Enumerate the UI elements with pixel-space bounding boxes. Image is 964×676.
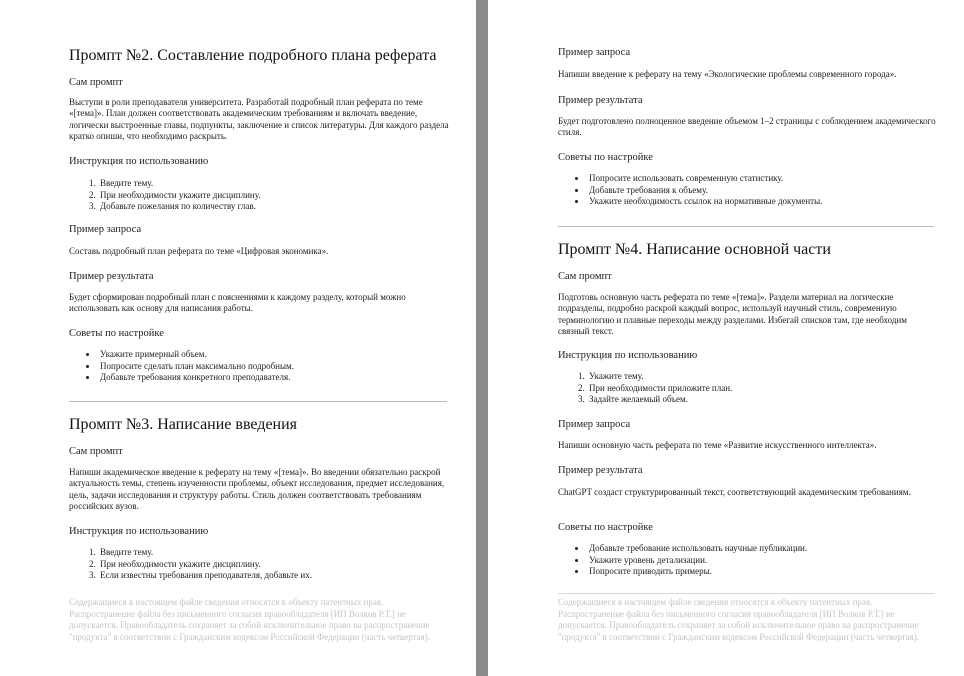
list-item: 3. Если известны требования преподавателя, добавьте их.: [98, 570, 449, 582]
list-item: 1. Укажите тему.: [587, 371, 938, 383]
prompt-heading: Сам промпт: [69, 446, 123, 457]
result-text: Будет сформирован подробный план с пояснениями к каждому разделу, который можно использовать как основу для написания работы.: [69, 292, 406, 314]
list-item: 1. Введите тему.: [98, 178, 449, 190]
result-heading: Пример результата: [69, 271, 154, 282]
document-page-right: [488, 0, 964, 676]
tips-list: [558, 543, 938, 578]
list-item: • Укажите необходимость ссылок на нормативные документы.: [587, 196, 938, 208]
prompt-heading: Сам промпт: [558, 271, 612, 282]
list-item: • Укажите примерный объем.: [98, 349, 449, 361]
list-item: • Добавьте требования к объему.: [587, 185, 938, 197]
usage-heading: Инструкция по использованию: [558, 350, 698, 361]
tips-heading: Советы по настройке: [69, 328, 164, 339]
usage-list: [69, 547, 449, 582]
usage-heading: Инструкция по использованию: [69, 156, 209, 167]
tips-list: [69, 349, 449, 384]
usage-heading: Инструкция по использованию: [69, 526, 209, 537]
section-divider: [558, 226, 934, 227]
request-heading: Пример запроса: [69, 224, 142, 235]
list-item: 2. При необходимости приложите план.: [587, 383, 938, 395]
request-text: Напиши введение к реферату на тему «Экологические проблемы современного города».: [558, 69, 897, 79]
list-item: • Добавьте требования конкретного преподавателя.: [98, 372, 449, 384]
tips-heading: Советы по настройке: [558, 152, 653, 163]
result-heading: Пример результата: [558, 465, 643, 476]
tips-heading: Советы по настройке: [558, 522, 653, 533]
section-title: Промпт №2. Составление подробного плана реферата: [69, 47, 437, 64]
list-item: 3. Добавьте пожелания по количеству глав.: [98, 201, 449, 213]
section-divider: [69, 401, 447, 402]
list-item: • Попросите использовать современную статистику.: [587, 173, 938, 185]
usage-list: [69, 178, 449, 213]
list-item: • Укажите уровень детализации.: [587, 555, 938, 567]
request-heading: Пример запроса: [558, 47, 631, 58]
section-title: Промпт №4. Написание основной части: [558, 241, 831, 258]
result-text: ChatGPT создаст структурированный текст, соответствующий академическим требованиям.: [558, 487, 911, 497]
copyright-footer: Содержащиеся в настоящем файле сведения относятся к объекту патентных прав. Распространение файла без письменного согласия правообладателя [ИП Волков Р.Т.] не допускается. Правообладатель сохраняет за собой исключительное право на распространение "продукта" в соответствии с Гражданским кодексом Российской Федерации (часть четвертая).: [69, 597, 430, 642]
request-text: Составь подробный план реферата по теме «Цифровая экономика».: [69, 246, 329, 256]
list-item: • Добавьте требование использовать научные публикации.: [587, 543, 938, 555]
list-item: 3. Задайте желаемый объем.: [587, 394, 938, 406]
copyright-footer: Содержащиеся в настоящем файле сведения относятся к объекту патентных прав. Распространение файла без письменного согласия правообладателя [ИП Волков Р.Т.] не допускается. Правообладатель сохраняет за собой исключительное право на распространение "продукта" в соответствии с Гражданским кодексом Российской Федерации (часть четвертая).: [558, 597, 919, 642]
section-title: Промпт №3. Написание введения: [69, 416, 298, 433]
list-item: • Попросите приводить примеры.: [587, 566, 938, 578]
document-page-left: [0, 0, 476, 676]
prompt-heading: Сам промпт: [69, 77, 123, 88]
list-item: 1. Введите тему.: [98, 547, 449, 559]
request-heading: Пример запроса: [558, 419, 631, 430]
prompt-text: Подготовь основную часть реферата по теме «[тема]». Раздели материал на логические подразделы, подробно раскрой каждый вопрос, используй научный стиль, современную терминологию и плавные переходы между разделами. Избегай списков там, где необходим связный текст.: [558, 292, 907, 337]
list-item: 2. При необходимости укажите дисциплину.: [98, 559, 449, 571]
prompt-text: Выступи в роли преподавателя университета. Разработай подробный план реферата по теме «[тема]». План должен соответствовать академическим требованиям и включать введение, логически выстроенные главы, подпункты, заключение и список литературы. Для каждого раздела кратко опиши, что необходимо раскрыть.: [69, 97, 449, 142]
usage-list: [558, 371, 938, 406]
request-text: Напиши основную часть реферата по теме «Развитие искусственного интеллекта».: [558, 440, 877, 450]
result-text: Будет подготовлено полноценное введение объемом 1–2 страницы с соблюдением академического стиля.: [558, 116, 936, 138]
prompt-text: Напиши академическое введение к реферату на тему «[тема]». Во введении обязательно раскрой актуальность темы, степень изученности проблемы, объект исследования, предмет исследования, цель, задачи исследования и структуру работы. Стиль должен соответствовать требованиям российских вузов.: [69, 467, 445, 512]
list-item: • Попросите сделать план максимально подробным.: [98, 361, 449, 373]
page-gap: [476, 0, 488, 676]
list-item: 2. При необходимости укажите дисциплину.: [98, 190, 449, 202]
footer-divider: [558, 593, 934, 594]
result-heading: Пример результата: [558, 95, 643, 106]
tips-list: [558, 173, 938, 208]
